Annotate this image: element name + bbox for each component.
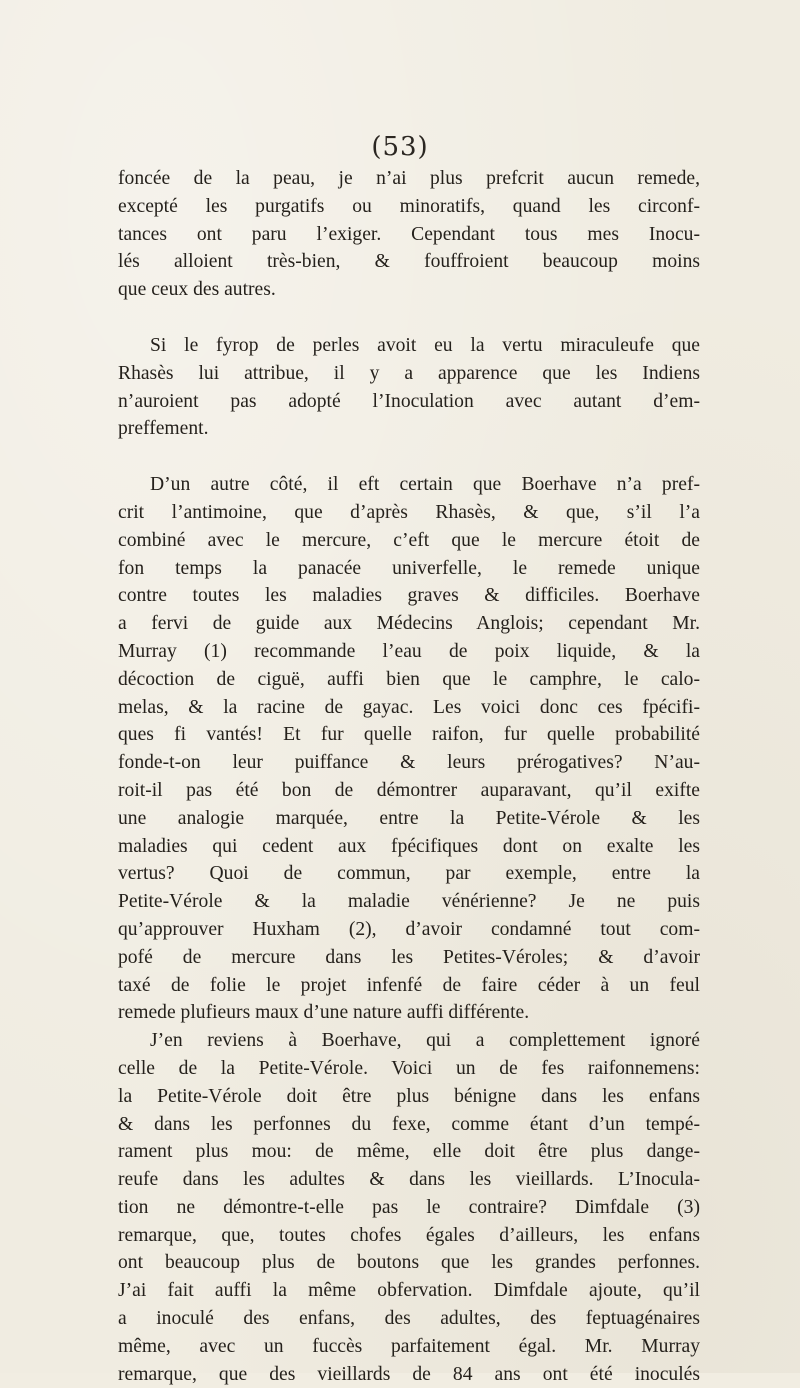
text-line: & dans les perfonnes du fexe, comme étant d’un tempé-: [118, 1113, 700, 1135]
text-line: J’ai fait auffi la même obfervation. Dimfdale ajoute, qu’il: [118, 1280, 700, 1302]
paragraph-4: [118, 1027, 700, 1388]
text-line: combiné avec le mercure, c’eft que le mercure étoit de: [118, 529, 700, 551]
page-number: (53): [371, 132, 429, 162]
body-text: [118, 165, 700, 1388]
text-line: a fervi de guide aux Médecins Anglois; cependant Mr.: [118, 613, 700, 635]
text-line: décoction de ciguë, auffi bien que le camphre, le calo-: [118, 668, 700, 690]
text-line: que ceux des autres.: [118, 279, 276, 301]
text-line: D’un autre côté, il eft certain que Boerhave n’a pref-: [150, 474, 700, 496]
text-line: J’en reviens à Boerhave, qui a complettement ignoré: [150, 1030, 700, 1052]
text-line: pofé de mercure dans les Petites-Véroles; & d’avoir: [118, 946, 700, 968]
text-line: contre toutes les maladies graves & difficiles. Boerhave: [118, 585, 700, 607]
paragraph-3: [118, 471, 700, 1027]
paragraph-2: [118, 332, 700, 443]
text-line: foncée de la peau, je n’ai plus prefcrit aucun remede,: [118, 168, 700, 189]
text-line: Si le fyrop de perles avoit eu la vertu miraculeufe que: [150, 334, 700, 356]
text-line: crit l’antimoine, que d’après Rhasès, & que, s’il l’a: [118, 501, 700, 523]
text-line: même, avec un fuccès parfaitement égal. Mr. Murray: [118, 1335, 700, 1357]
text-line: maladies qui cedent aux fpécifiques dont on exalte les: [118, 835, 700, 857]
text-line: taxé de folie le projet infenfé de faire céder à un feul: [118, 974, 700, 996]
text-line: Rhasès lui attribue, il y a apparence que les Indiens: [118, 362, 700, 384]
text-line: la Petite-Vérole doit être plus bénigne dans les enfans: [118, 1085, 700, 1107]
text-line: melas, & la racine de gayac. Les voici donc ces fpécifi-: [118, 696, 700, 718]
text-line: tances ont paru l’exiger. Cependant tous mes Inocu-: [118, 223, 700, 245]
text-line: remede plufieurs maux d’une nature auffi différente.: [118, 1002, 530, 1024]
text-line: ques fi vantés! Et fur quelle raifon, fur quelle probabilité: [118, 724, 700, 746]
text-line: fon temps la panacée univerfelle, le remede unique: [118, 557, 700, 579]
text-line: remarque, que, toutes chofes égales d’ailleurs, les enfans: [118, 1224, 700, 1246]
text-line: celle de la Petite-Vérole. Voici un de fes raifonnemens:: [118, 1057, 700, 1079]
text-line: qu’approuver Huxham (2), d’avoir condamné tout com-: [118, 918, 700, 940]
text-line: Murray (1) recommande l’eau de poix liquide, & la: [118, 640, 700, 662]
paragraph-gap: [118, 304, 700, 332]
text-line: remarque, que des vieillards de 84 ans ont été inoculés: [118, 1363, 700, 1385]
text-line: reufe dans les adultes & dans les vieillards. L’Inocula-: [118, 1169, 700, 1191]
text-line: ont beaucoup plus de boutons que les grandes perfonnes.: [118, 1252, 700, 1274]
text-line: n’auroient pas adopté l’Inoculation avec autant d’em-: [118, 390, 700, 412]
text-line: a inoculé des enfans, des adultes, des feptuagénaires: [118, 1308, 700, 1330]
paragraph-gap: [118, 443, 700, 471]
text-line: Petite-Vérole & la maladie vénérienne? Je ne puis: [118, 891, 700, 913]
text-line: tion ne démontre-t-elle pas le contraire? Dimfdale (3): [118, 1196, 700, 1218]
text-line: roit-il pas été bon de démontrer auparavant, qu’il exifte: [118, 779, 700, 801]
text-line: rament plus mou: de même, elle doit être plus dange-: [118, 1141, 700, 1163]
paragraph-1: [118, 165, 700, 304]
text-line: preffement.: [118, 418, 209, 440]
text-line: vertus? Quoi de commun, par exemple, entre la: [118, 863, 700, 885]
text-line: excepté les purgatifs ou minoratifs, quand les circonf-: [118, 195, 700, 217]
text-line: lés alloient très-bien, & fouffroient beaucoup moins: [118, 251, 700, 273]
text-line: une analogie marquée, entre la Petite-Vérole & les: [118, 807, 700, 829]
text-line: fonde-t-on leur puiffance & leurs prérogatives? N’au-: [118, 752, 700, 774]
